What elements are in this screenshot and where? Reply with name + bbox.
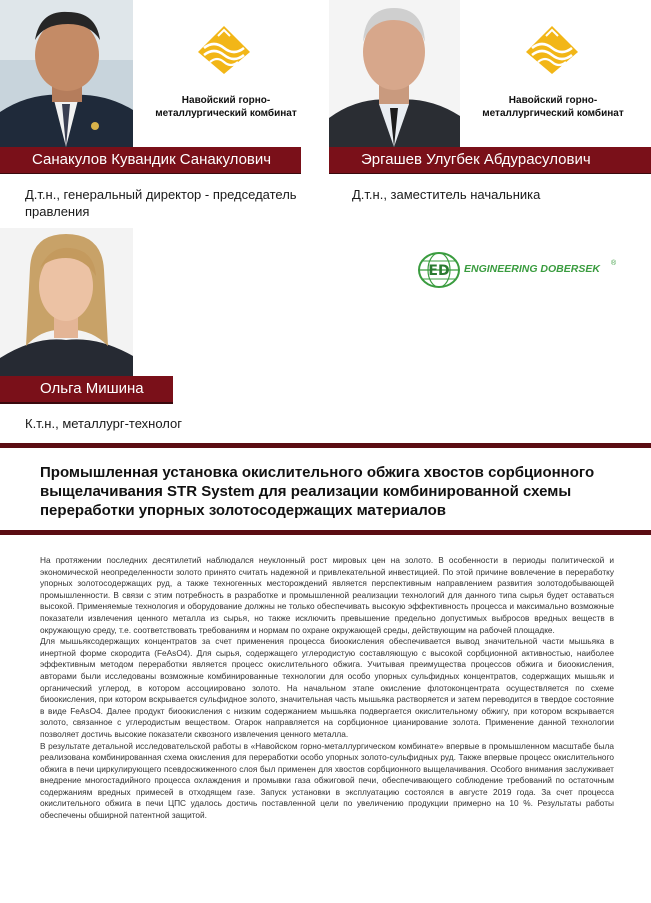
person-name: Санакулов Кувандик Санакулович [32, 151, 272, 168]
name-bar-sanakulov [0, 147, 301, 173]
engineering-dobersek-logo [418, 252, 618, 288]
svg-text:ED: ED [428, 263, 450, 279]
person-name: Ольга Мишина [40, 380, 144, 397]
dobersek-wordmark: ENGINEERING DOBERSEK [464, 263, 600, 275]
article-paragraph: В результате детальной исследовательской работы в «Навойском горно-металлургическом комбинате» впервые в промышленном масштабе была реализована комбинированная схема окисления для переработки особо упорных золото-сульфидных руд. Также впервые процесс окислительного обжига в печи циркулирующего псевдосжиженного слоя был применен для хвостов сорбционного выщелачивания. Особого внимания заслуживает внедрение многостадийного процесса охлаждения и промывки газа обжиговой печи, обеспечивающего соблюдение требований по остаточным содержаниям вредных примесей в отходящем газе. Запуск установки в эксплуатацию состоялся в августе 2019 года. За счет процесса окислительного обжига в печи ЦПС удалось достичь поставленной цели по увеличению продукции примерно на 10 %. Результаты работы обеспечены обширной патентной защитой. [40, 740, 614, 821]
name-bar-mishina [0, 376, 173, 402]
article-paragraph: Для мышьяксодержащих концентратов за счет применения процесса биоокисления обеспечивается вывод значительной части мышьяка в инертной форме скородита (FeAsO4). Для сырья, содержащего углеродистую составляющую с высокой сорбционной активностью, наиболее эффективным методом переработки является процесс окислительного обжига. Учитывая преимущества процессов обжига и биоокисления, авторами были исследованы возможные комбинированные технологии для особо упорных сульфидных концентратов, содержащих мышьяк и органический углерод, в котором ассоциировано золото. На начальном этапе окисление флотоконцентрата осуществляется по схеме биоокисления, при котором вскрывается сульфидное золото, значительная часть мышьяка растворяется и затем переводится в твердое состояние в виде FeAsO4. Далее продукт биоокисления с низким содержанием мышьяка подвергается окислительному обжигу, при котором вскрывается золото, связанное с углеродистым веществом. Огарок направляется на сорбционное цианирование золота. Применение данной технологии позволяет достичь высокие показатели сквозного извлечения ценного металла. [40, 636, 614, 739]
name-bar-ergashev [329, 147, 651, 173]
ed-globe-logo-icon [418, 252, 460, 288]
ngmk-gold-logo-icon [524, 24, 580, 76]
title-top-rule [0, 443, 651, 448]
person-role: К.т.н., металлург-технолог [25, 416, 183, 431]
company-name-ngmk [473, 94, 633, 120]
company-name-line1: Навойский горно- [508, 95, 598, 106]
registered-mark: ® [611, 260, 617, 267]
portrait-photo-sanakulov [0, 0, 133, 147]
article-title: Промышленная установка окислительного обжига хвостов сорбционного выщелачивания STR System для реализации комбинированной схемы переработки упорных золотосодержащих материалов [40, 464, 595, 519]
person-role: Д.т.н., заместитель начальника [352, 187, 541, 202]
company-name-ngmk [146, 94, 306, 120]
company-name-line1: Навойский горно- [181, 95, 271, 106]
person-name: Эргашев Улугбек Абдурасулович [361, 151, 591, 168]
company-name-line2: металлургический комбинат [482, 108, 624, 119]
ngmk-gold-logo-icon [196, 24, 252, 76]
person-role: Д.т.н., генеральный директор - председатель правления [25, 187, 297, 219]
portrait-photo-mishina [0, 228, 133, 377]
portrait-photo-ergashev [329, 0, 460, 147]
title-bottom-rule [0, 530, 651, 535]
article-paragraph: На протяжении последних десятилетий наблюдался неуклонный рост мировых цен на золото. В особенности в периоды политической и экономической неопределенности золото принято считать надежной и привлекательной инвестицией. По этой причине вовлечение в переработку упорных золотосодержащих руд, а также техногенных месторождений является перспективным направлением развития золотодобывающей промышленности. В связи с этим потребность в разработке и промышленной реализации технологий для данного типа сырья будет оставаться высокой. Применяемые технология и оборудование должны не только обеспечивать высокую эффективность процесса и максимально возможные показатели извлечения ценного металла из сырья, но также исключить превышение предельно допустимых выбросов вредных веществ в окружающую среду, т.е. соответствовать требованиям и нормам по охране окружающей среды, действующим на рабочей площадке. [40, 555, 614, 635]
article-body [40, 555, 614, 822]
company-name-line2: металлургический комбинат [155, 108, 297, 119]
